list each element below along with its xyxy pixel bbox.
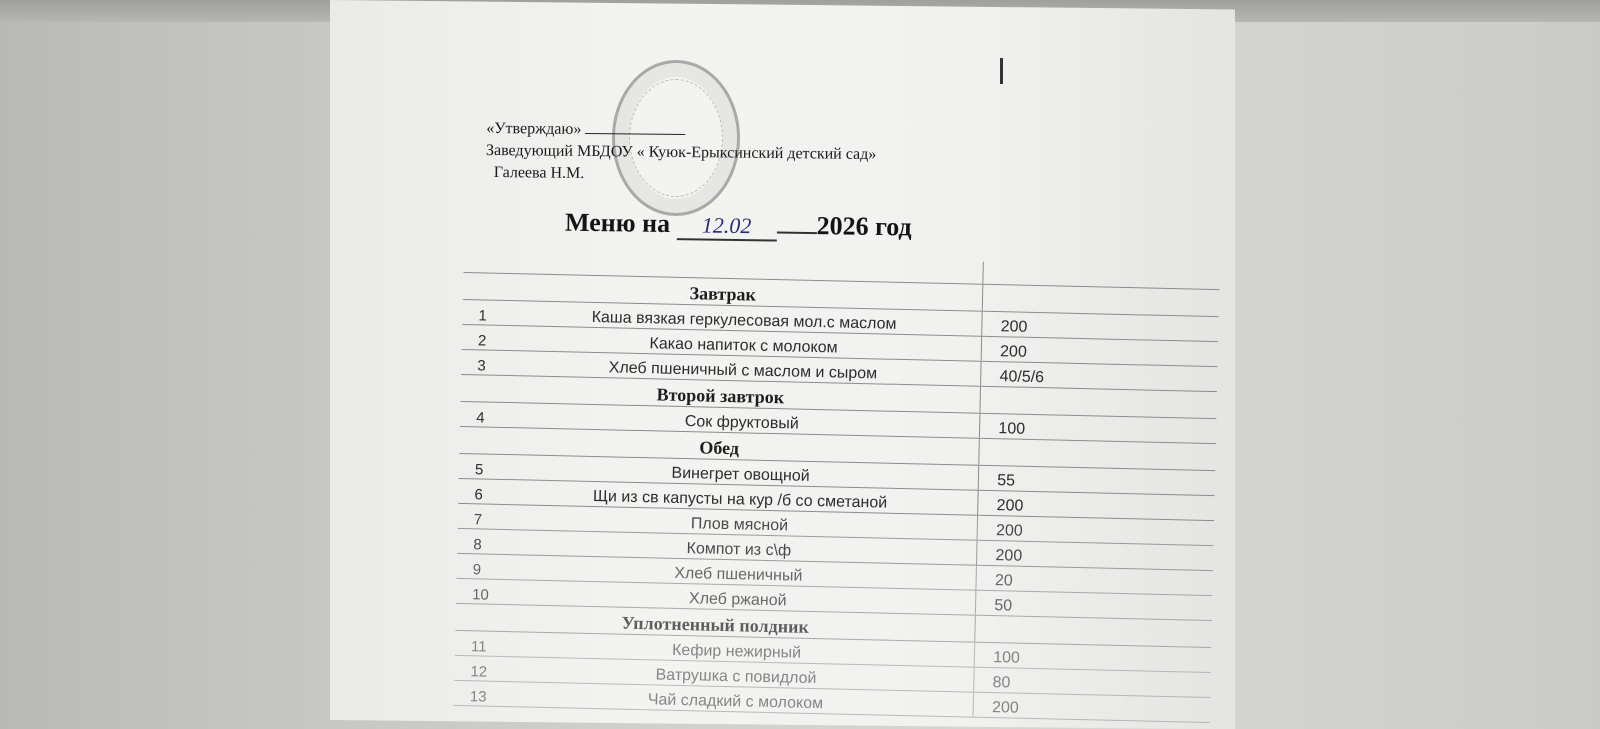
row-number: 13 xyxy=(469,688,487,706)
row-number: 6 xyxy=(474,486,483,504)
row-number: 10 xyxy=(471,586,490,604)
portion-size: 200 xyxy=(999,343,1028,361)
row-number: 4 xyxy=(476,409,485,427)
dish-name: Компот из с\ф xyxy=(501,530,978,565)
row-number: 3 xyxy=(477,357,486,375)
portion-size: 200 xyxy=(1000,318,1028,336)
row-number: 2 xyxy=(477,332,487,350)
approval-block xyxy=(486,118,877,188)
title-prefix: Меню на xyxy=(564,207,671,239)
dish-name: Каша вязкая геркулесовая мол.с маслом xyxy=(506,301,983,336)
dish-name: Какао напиток с молоком xyxy=(506,326,983,361)
row-number: 11 xyxy=(470,638,487,656)
menu-table xyxy=(454,250,1220,723)
page-title xyxy=(565,208,912,244)
portion-size: 100 xyxy=(993,649,1021,667)
handwritten-date: 12.02 xyxy=(676,212,776,241)
row-number: 1 xyxy=(478,307,488,325)
dish-name: Хлеб пшеничный xyxy=(501,555,978,590)
portion-size: 40/5/6 xyxy=(999,368,1045,387)
section-title: Завтрак xyxy=(463,273,984,311)
position-line: Заведующий МБДОУ « Куюк-Ерыксинский детский сад» xyxy=(485,141,877,164)
row-number: 8 xyxy=(473,536,482,554)
portion-size: 200 xyxy=(995,522,1023,540)
director-name: Галеева Н.М. xyxy=(493,164,585,182)
dish-name: Щи из св капусты на кур /б со сметаной xyxy=(502,480,979,515)
section-title: Уплотненный полдник xyxy=(455,604,976,642)
portion-size: 200 xyxy=(996,497,1024,515)
title-year: 2026 год xyxy=(816,211,912,242)
cursor-mark xyxy=(1000,58,1003,84)
portion-size: 100 xyxy=(998,420,1026,438)
portion-size: 55 xyxy=(997,472,1016,490)
dish-name: Сок фруктовый xyxy=(504,403,981,438)
date-underline xyxy=(776,232,816,235)
dish-name: Хлеб пшеничный с маслом и сыром xyxy=(505,351,982,386)
approve-label: «Утверждаю» xyxy=(486,119,582,138)
portion-size: 50 xyxy=(994,597,1013,615)
dish-name: Хлеб ржаной xyxy=(500,580,977,615)
row-number: 9 xyxy=(472,561,482,579)
row-number: 12 xyxy=(470,663,488,681)
dish-name: Винегрет овощной xyxy=(503,455,980,490)
signature-line xyxy=(585,133,685,135)
row-number: 5 xyxy=(474,461,484,479)
dish-name: Кефир нежирный xyxy=(499,632,976,667)
section-title: Обед xyxy=(459,427,980,465)
row-number: 7 xyxy=(473,511,483,529)
dish-name: Ватрушка с повидлой xyxy=(498,657,975,692)
section-title: Второй завтрок xyxy=(461,375,982,413)
dish-name: Плов мясной xyxy=(502,505,979,540)
portion-size: 20 xyxy=(994,572,1013,590)
portion-size: 200 xyxy=(991,699,1019,717)
portion-size: 80 xyxy=(992,674,1011,692)
portion-size: 200 xyxy=(995,547,1023,565)
dish-name: Чай сладкий с молоком xyxy=(498,682,975,717)
